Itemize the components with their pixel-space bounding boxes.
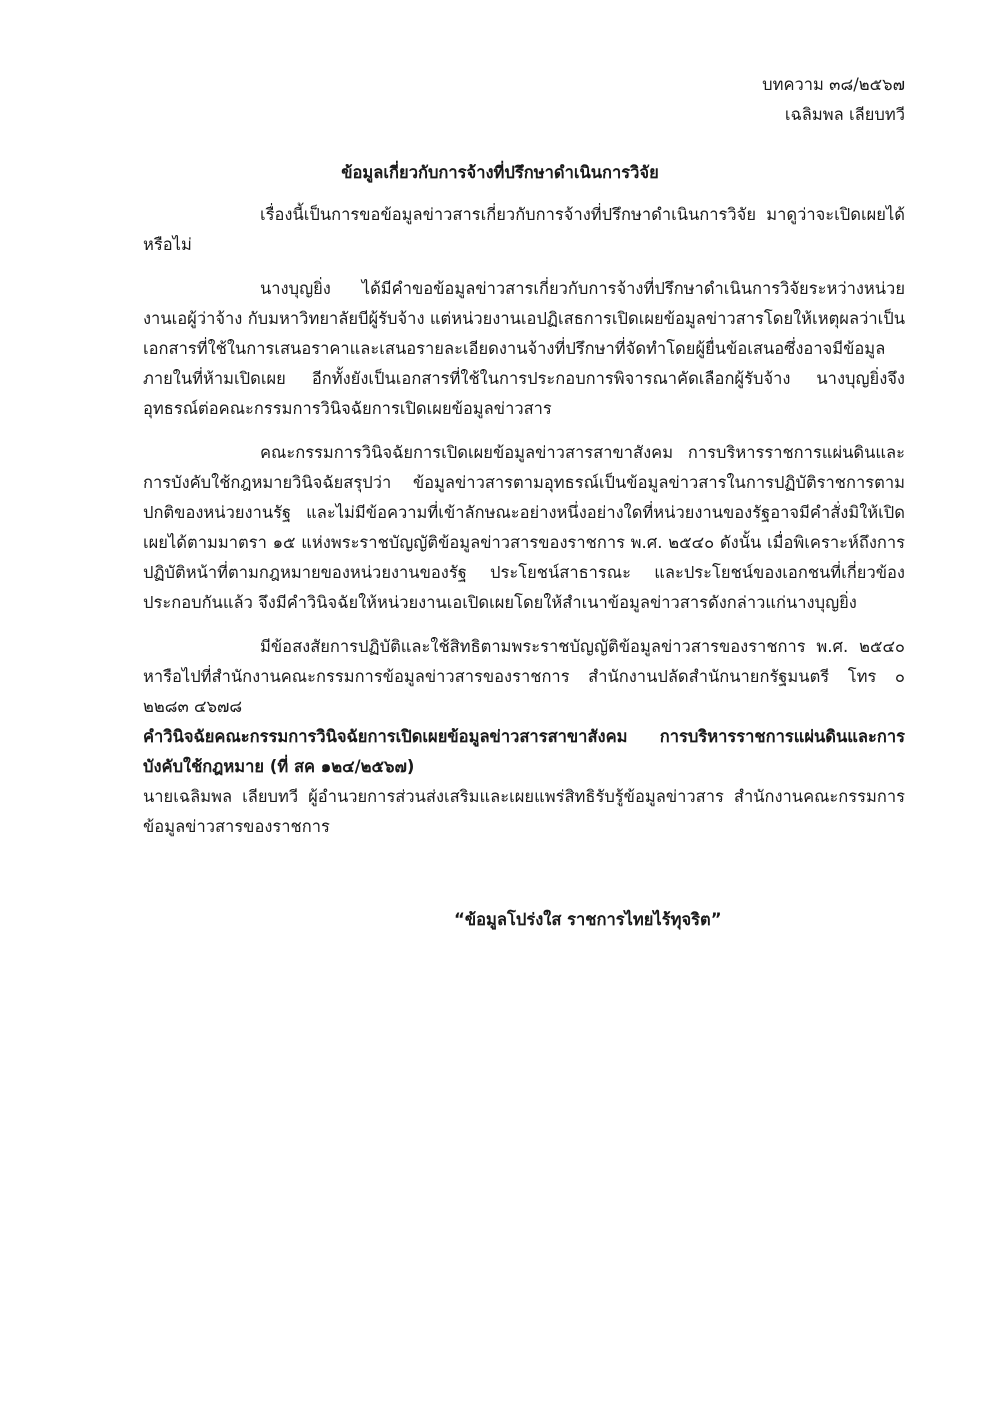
document-title: ข้อมูลเกี่ยวกับการจ้างที่ปรึกษาดำเนินการวิจัย (341, 163, 659, 182)
slogan: “ข้อมูลโปร่งใส ราชการไทยไร้ทุจริต” (454, 910, 722, 929)
document-body (143, 200, 905, 842)
paragraph-intro: เรื่องนี้เป็นการขอข้อมูลข่าวสารเกี่ยวกับการจ้างที่ปรึกษาดำเนินการวิจัย มาดูว่าจะเปิดเผยได้หรือไม่ (143, 205, 905, 254)
paragraph-decision: คณะกรรมการวินิจฉัยการเปิดเผยข้อมูลข่าวสารสาขาสังคม การบริหารราชการแผ่นดินและการบังคับใช้กฎหมายวินิจฉัยสรุปว่า ข้อมูลข่าวสารตามอุทธรณ์เป็นข้อมูลข่าวสารในการปฏิบัติราชการตามปกติของหน่วยงานรัฐ และไม่มีข้อความที่เข้าลักษณะอย่างหนึ่งอย่างใดที่หน่วยงานของรัฐอาจมีคำสั่งมิให้เปิดเผยได้ตามมาตรา ๑๕ แห่งพระราชบัญญัติข้อมูลข่าวสารของราชการ พ.ศ. ๒๕๔๐ ดังนั้น เมื่อพิเคราะห์ถึงการปฏิบัติหน้าที่ตามกฎหมายของหน่วยงานของรัฐ ประโยชน์สาธารณะ และประโยชน์ของเอกชนที่เกี่ยวข้องประกอบกันแล้ว จึงมีคำวินิจฉัยให้หน่วยงานเอเปิดเผยโดยให้สำเนาข้อมูลข่าวสารดังกล่าวแก่นางบุญยิ่ง (143, 443, 905, 612)
document-header (762, 70, 905, 130)
paragraph-request: นางบุญยิ่ง ได้มีคำขอข้อมูลข่าวสารเกี่ยวกับการจ้างที่ปรึกษาดำเนินการวิจัยระหว่างหน่วยงานเอผู้ว่าจ้าง กับมหาวิทยาลัยบีผู้รับจ้าง แต่หน่วยงานเอปฏิเสธการเปิดเผยข้อมูลข่าวสารโดยให้เหตุผลว่าเป็นเอกสารที่ใช้ในการเสนอราคาและเสนอรายละเอียดงานจ้างที่ปรึกษาที่จัดทำโดยผู้ยื่นข้อเสนอซึ่งอาจมีข้อมูลภายในที่ห้ามเปิดเผย อีกทั้งยังเป็นเอกสารที่ใช้ในการประกอบการพิจารณาคัดเลือกผู้รับจ้าง นางบุญยิ่งจึงอุทธรณ์ต่อคณะกรรมการวินิจฉัยการเปิดเผยข้อมูลข่าวสาร (143, 279, 905, 418)
ruling-reference: คำวินิจฉัยคณะกรรมการวินิจฉัยการเปิดเผยข้อมูลข่าวสารสาขาสังคม การบริหารราชการแผ่นดินและการบังคับใช้กฎหมาย (ที่ สค ๑๒๔/๒๕๖๗) (143, 727, 905, 776)
author-name: เฉลิมพล เลียบทวี (784, 105, 905, 124)
author-line: นายเฉลิมพล เลียบทวี ผู้อำนวยการส่วนส่งเสริมและเผยแพร่สิทธิรับรู้ข้อมูลข่าวสาร สำนักงานคณะกรรมการข้อมูลข่าวสารของราชการ (143, 787, 905, 836)
paragraph-contact: มีข้อสงสัยการปฏิบัติและใช้สิทธิตามพระราชบัญญัติข้อมูลข่าวสารของราชการ พ.ศ. ๒๕๔๐ หารือไปที่สำนักงานคณะกรรมการข้อมูลข่าวสารของราชการ สำนักงานปลัดสำนักนายกรัฐมนตรี โทร ๐ ๒๒๘๓ ๔๖๗๘ (143, 637, 905, 716)
article-number: บทความ ๓๘/๒๕๖๗ (762, 75, 905, 94)
